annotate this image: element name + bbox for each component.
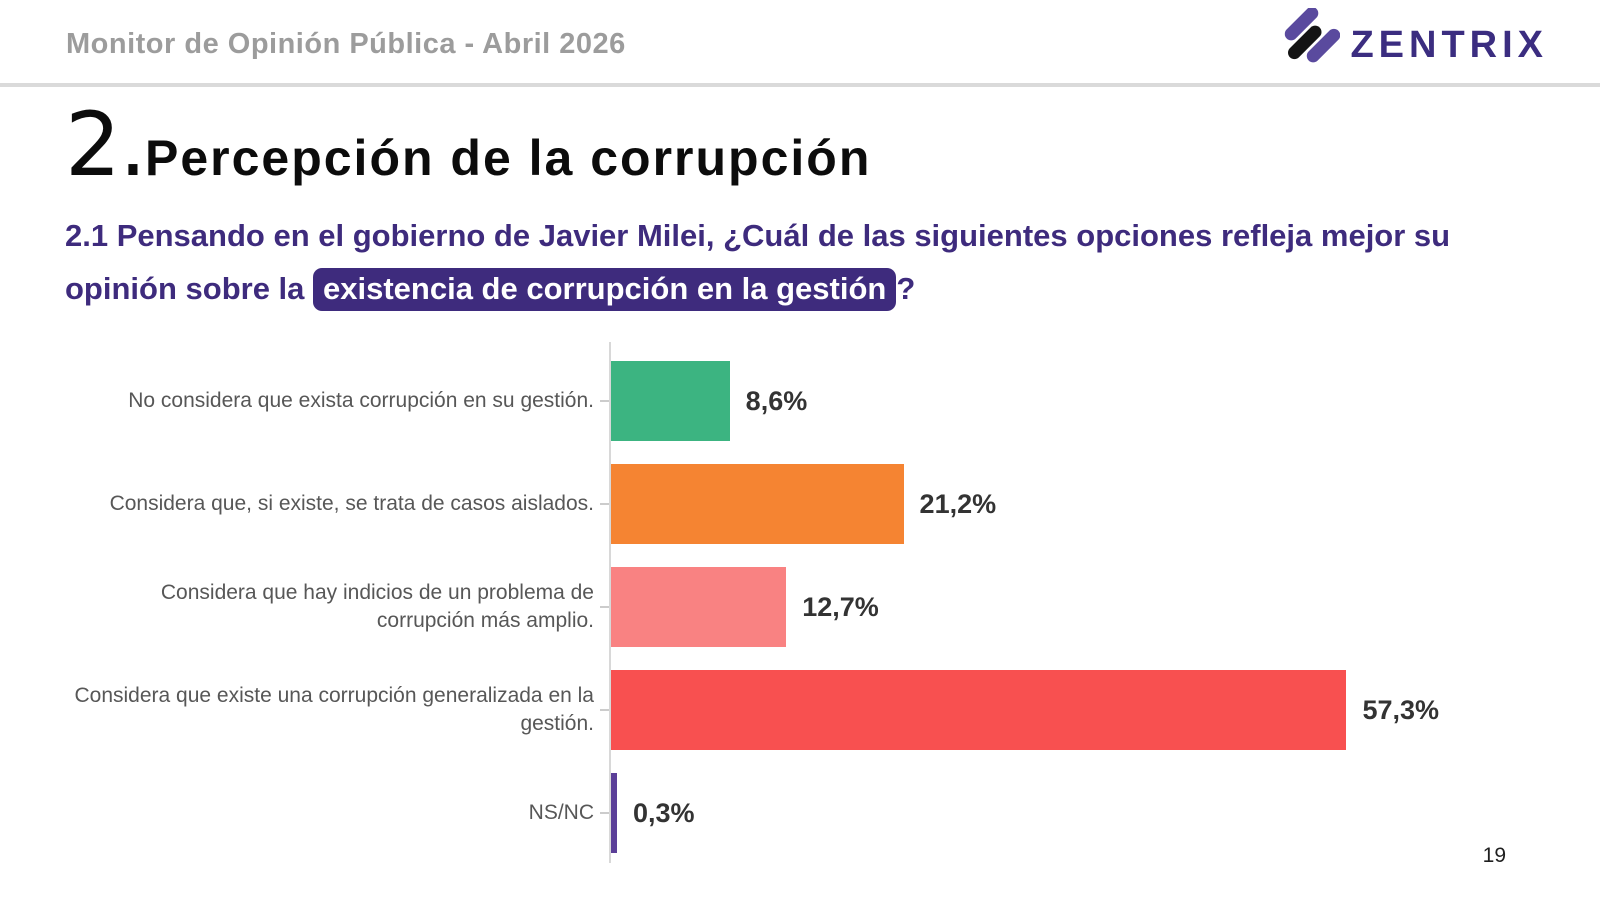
question-suffix: ?	[896, 271, 916, 307]
bar-value-label: 21,2%	[919, 488, 997, 519]
zentrix-logo-icon	[1276, 8, 1340, 83]
bar-chart	[65, 350, 1600, 865]
bar-row	[65, 762, 1600, 865]
bar	[611, 670, 1346, 750]
bar-label: NS/NC	[528, 801, 594, 825]
axis-tick	[600, 400, 609, 402]
bar-row	[65, 659, 1600, 762]
question-prefix: 2.1 Pensando en el gobierno de Javier Milei, ¿Cuál de las siguientes opciones refleja mejor su opinión sobre la	[65, 218, 1451, 307]
bar	[611, 567, 786, 647]
bar	[611, 773, 617, 853]
header-title: Monitor de Opinión Pública - Abril 2026	[66, 28, 626, 60]
bar	[611, 361, 730, 441]
chart-rows	[65, 350, 1600, 865]
bar-track	[611, 773, 1439, 853]
question-highlight: existencia de corrupción en la gestión	[313, 268, 896, 311]
brand-logo	[1276, 8, 1548, 83]
bar-label: Considera que hay indicios de un problema de corrupción más amplio.	[160, 581, 594, 633]
bar-track	[611, 670, 1439, 750]
question-text	[65, 209, 1485, 316]
section-number: 2.	[65, 93, 145, 196]
bar	[611, 464, 904, 544]
page-number: 19	[1482, 844, 1506, 867]
bar-track	[611, 464, 1439, 544]
bar-label: Considera que existe una corrupción generalizada en la gestión.	[74, 684, 594, 736]
bar-value-label: 0,3%	[633, 797, 695, 828]
axis-tick	[600, 606, 609, 608]
slide-content	[0, 93, 1600, 865]
bar-row	[65, 350, 1600, 453]
bar-value-label: 57,3%	[1362, 694, 1439, 725]
section-heading	[65, 93, 1600, 196]
axis-tick	[600, 503, 609, 505]
axis-tick	[600, 812, 609, 814]
bar-value-label: 12,7%	[802, 591, 879, 622]
bar-track	[611, 567, 1439, 647]
axis-tick	[600, 709, 609, 711]
bar-track	[611, 361, 1439, 441]
bar-row	[65, 556, 1600, 659]
bar-row	[65, 453, 1600, 556]
section-title: Percepción de la corrupción	[144, 130, 872, 186]
bar-value-label: 8,6%	[745, 385, 808, 416]
brand-name: ZENTRIX	[1350, 24, 1548, 66]
bar-label: No considera que exista corrupción en su gestión.	[128, 389, 594, 413]
header	[0, 0, 1600, 87]
bar-label: Considera que, si existe, se trata de casos aislados.	[109, 492, 594, 516]
